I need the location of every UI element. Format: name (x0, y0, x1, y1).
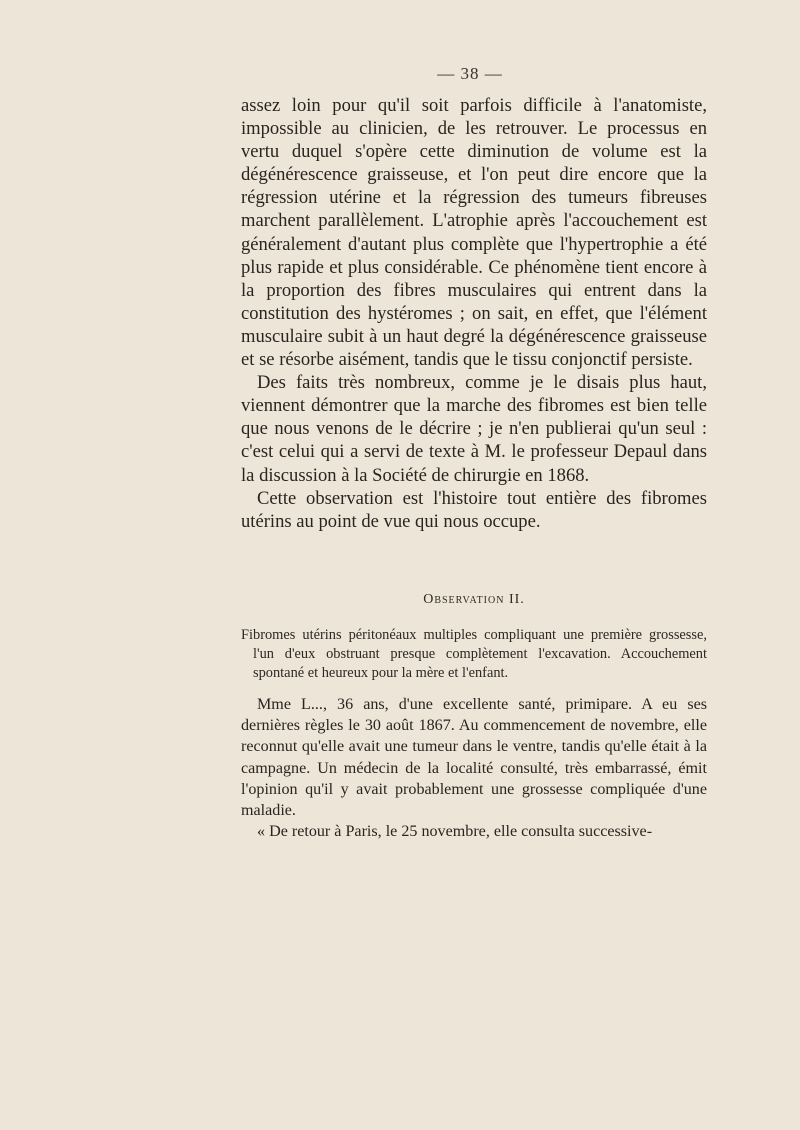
paragraph-atrophy: assez loin pour qu'il soit parfois difficile à l'anatomiste, impossible au clinicien, de les retrouver. Le processus en vertu duquel s'opère cette diminution de volume est la dégénérescence graisseuse, et l'on peut dire encore que la régression utérine et la régression des tumeurs fibreuses marchent parallèlement. L'atrophie après l'accouchement est généralement d'autant plus complète que l'hypertrophie a été plus rapide et plus considérable. Ce phénomène tient encore à la proportion des fibres musculaires qui entrent dans la constitution des hystéromes ; on sait, en effet, que l'élément musculaire subit à un haut degré la dégénérescence graisseuse et se résorbe aisément, tandis que le tissu conjonctif persiste. (241, 95, 707, 371)
paragraph-observation-intro: Cette observation est l'histoire tout entière des fibromes utérins au point de vue qui nous occupe. (241, 487, 707, 532)
observation-summary-text: Fibromes utérins péritonéaux multiples compliquant une première grossesse, l'un d'eux obstruant presque complètement l'excavation. Accouchement spontané et heureux pour la mère et l'enfant. (241, 627, 707, 681)
observation-heading: Observation II. (423, 592, 525, 607)
case-paragraph-2: « De retour à Paris, le 25 novembre, elle consulta successive- (257, 823, 653, 841)
paragraph-faits-nombreux: Des faits très nombreux, comme je le disais plus haut, viennent démontrer que la marche des fibromes est bien telle que nous venons de le décrire ; je n'en publierai qu'un seul : c'est celui qui a servi de texte à M. le professeur Depaul dans la discussion à la Société de chirurgie en 1868. (241, 372, 707, 486)
main-text-block (241, 94, 707, 533)
case-text-block (241, 694, 707, 842)
case-paragraph-1: Mme L..., 36 ans, d'une excellente santé, primipare. A eu ses dernières règles le 30 août 1867. Au commencement de novembre, elle reconnut qu'elle avait une tumeur dans le ventre, tandis qu'elle était à la campagne. Un médecin de la localité consulté, très embarrassé, émit l'opinion qu'il y avait probablement une grossesse compliquée d'une maladie. (241, 696, 707, 820)
observation-summary (241, 626, 707, 683)
page-number: — 38 — (437, 64, 503, 83)
